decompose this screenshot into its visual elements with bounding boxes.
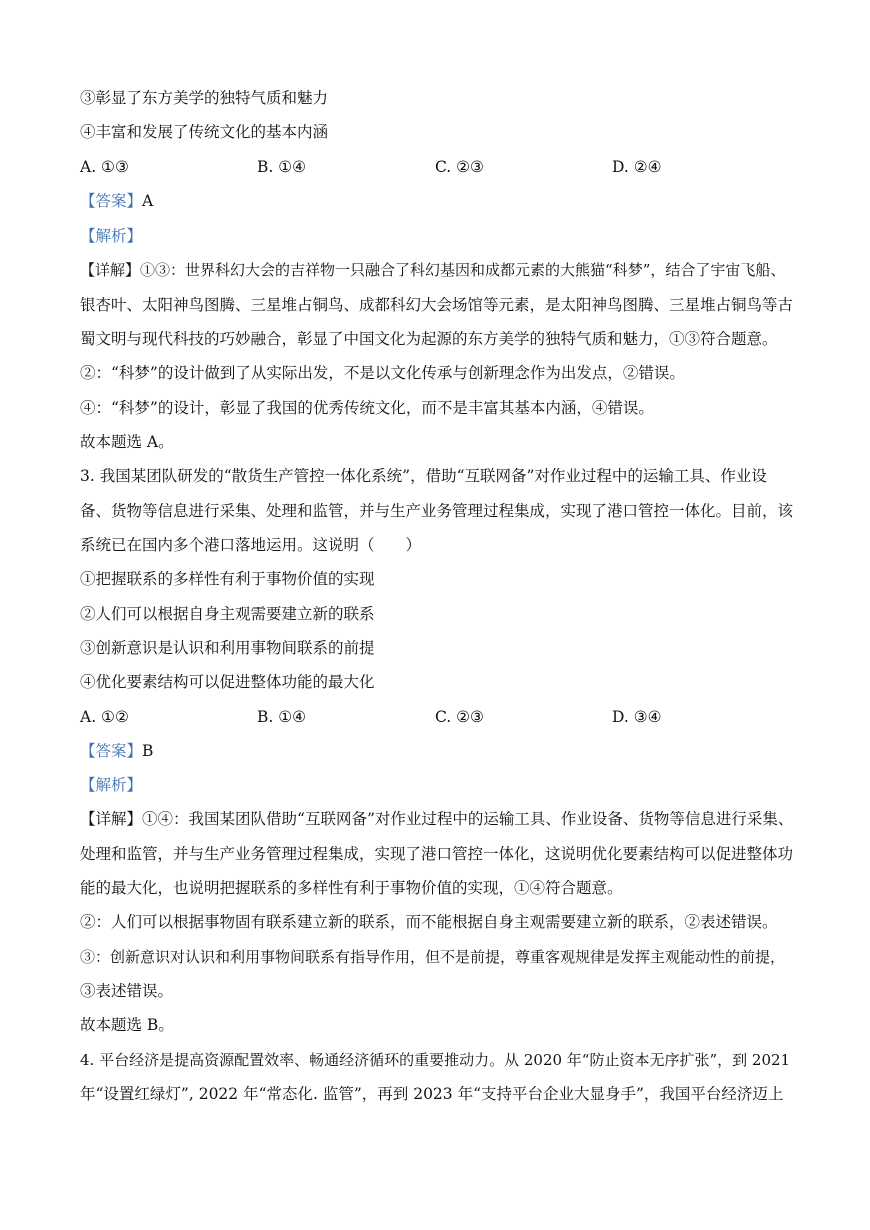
q2-option-b: B. ①④ <box>257 158 307 176</box>
detail-text: ①④：我国某团队借助“互联网备”对作业过程中的运输工具、作业设备、货物等信息进行采集、 <box>142 810 794 828</box>
q3-conclusion: 故本题选 B。 <box>80 1016 174 1034</box>
q3-option-a: A. ①② <box>80 708 129 726</box>
q2-conclusion: 故本题选 A。 <box>80 433 174 451</box>
q3-statement-2: ②人们可以根据自身主观需要建立新的联系 <box>80 605 375 623</box>
q3-option-c: C. ②③ <box>435 708 484 726</box>
q3-statement-1: ①把握联系的多样性有利于事物价值的实现 <box>80 570 375 588</box>
q2-option-d: D. ②④ <box>612 158 662 176</box>
q3-statement-3: ③创新意识是认识和利用事物间联系的前提 <box>80 639 375 657</box>
q2-answer <box>80 191 795 211</box>
q3-detail-line-2: 处理和监管，并与生产业务管理过程集成，实现了港口管控一体化，这说明优化要素结构可以促进整体功 <box>80 845 794 863</box>
q2-option-c: C. ②③ <box>435 158 484 176</box>
q3-note-2: ②：人们可以根据事物固有联系建立新的联系，而不能根据自身主观需要建立新的联系，②表述错误。 <box>80 913 778 931</box>
q3-option-b: B. ①④ <box>257 708 307 726</box>
q3-note-3-line-1: ③：创新意识对认识和利用事物间联系有指导作用，但不是前提，尊重客观规律是发挥主观能动性的前提， <box>80 948 786 966</box>
q2-note-2: ②：“科梦”的设计做到了从实际出发，不是以文化传承与创新理念作为出发点，②错误。 <box>80 364 685 382</box>
q4-stem-line-1: 4. 平台经济是提高资源配置效率、畅通经济循环的重要推动力。从 2020 年“防止资本无序扩张”，到 2021 <box>80 1051 791 1069</box>
detail-text: ①③：世界科幻大会的吉祥物一只融合了科幻基因和成都元素的大熊猫“科梦”，结合了宇宙飞船、 <box>140 261 786 279</box>
q3-option-d: D. ③④ <box>612 708 662 726</box>
q3-statement-4: ④优化要素结构可以促进整体功能的最大化 <box>80 673 375 691</box>
detail-tag: 【详解】 <box>80 810 143 828</box>
q3-answer <box>80 741 795 761</box>
answer-tag: 【答案】 <box>80 192 143 210</box>
q3-stem-line-3: 系统已在国内多个港口落地运用。这说明（ ） <box>80 536 422 554</box>
q3-detail-line-1 <box>80 809 795 829</box>
q3-stem-line-1: 3. 我国某团队研发的“散货生产管控一体化系统”，借助“互联网备”对作业过程中的运输工具、作业设 <box>80 467 767 485</box>
q3-analysis-tag: 【解析】 <box>80 776 143 794</box>
q2-detail-line-2: 银杏叶、太阳神鸟图腾、三星堆占铜鸟、成都科幻大会场馆等元素，是太阳神鸟图腾、三星堆占铜鸟等古 <box>80 296 794 314</box>
q3-stem-line-2: 备、货物等信息进行采集、处理和监管，并与生产业务管理过程集成，实现了港口管控一体化。目前，该 <box>80 502 794 520</box>
q4-stem-line-2: 年“设置红绿灯”, 2022 年“常态化. 监管”，再到 2023 年“支持平台企业大显身手”，我国平台经济迈上 <box>80 1085 784 1103</box>
q3-detail-line-3: 能的最大化，也说明把握联系的多样性有利于事物价值的实现，①④符合题意。 <box>80 879 623 897</box>
q2-statement-3: ③彰显了东方美学的独特气质和魅力 <box>80 89 329 107</box>
answer-value: B <box>142 742 154 760</box>
q2-option-a: A. ①③ <box>80 158 129 176</box>
q2-note-4: ④：“科梦”的设计，彰显了我国的优秀传统文化，而不是丰富其基本内涵，④错误。 <box>80 399 654 417</box>
q2-detail-line-1 <box>80 260 795 280</box>
q2-detail-line-3: 蜀文明与现代科技的巧妙融合，彰显了中国文化为起源的东方美学的独特气质和魅力，①③符合题意。 <box>80 330 778 348</box>
q2-statement-4: ④丰富和发展了传统文化的基本内涵 <box>80 123 329 141</box>
answer-tag: 【答案】 <box>80 742 143 760</box>
q2-analysis-tag: 【解析】 <box>80 227 143 245</box>
answer-value: A <box>142 192 154 210</box>
q3-note-3-line-2: ③表述错误。 <box>80 982 174 1000</box>
detail-tag: 【详解】 <box>80 261 141 279</box>
